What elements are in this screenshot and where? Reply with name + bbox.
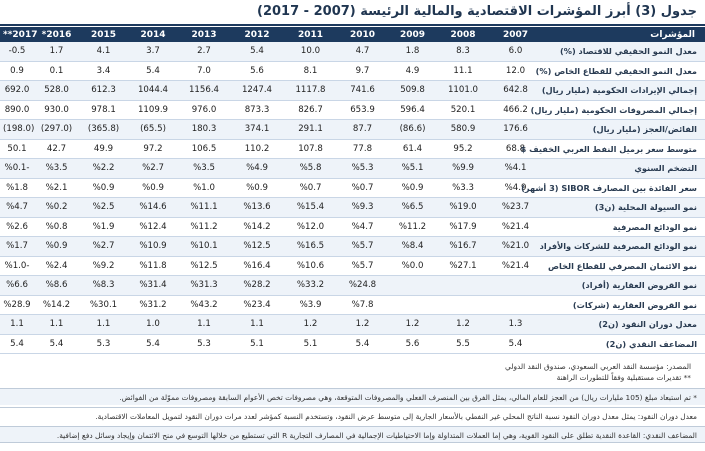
table-cell: 741.6	[337, 81, 388, 101]
source-block	[505, 361, 691, 383]
indicator-label: نمو السيولة المحلية (ن3)	[542, 198, 705, 218]
indicator-label: الفائض/العجز (مليار ريال)	[542, 120, 705, 140]
table-cell	[388, 295, 437, 315]
footnote-velocity: معدل دوران النقود: يمثل معدل دوران النقود نسبة الناتج المحلي غير النفطي بالأسعار الجارية إلى متوسط عرض النقود، وتستخدم النسبة كمؤشر لعدد مرات دوران النقود لتمويل المعاملات الاقتصادية.	[0, 407, 705, 424]
table-cell: 1.1	[79, 315, 128, 335]
table-cell: %5.1	[388, 159, 437, 179]
table-cell: %0.9	[128, 178, 178, 198]
table-cell: 49.9	[79, 139, 128, 159]
table-cell: 1.3	[489, 315, 542, 335]
table-cell: 1.2	[284, 315, 337, 335]
table-cell: 1156.4	[178, 81, 230, 101]
table-cell: 5.3	[178, 334, 230, 354]
table-cell: %3.9	[284, 295, 337, 315]
table-row	[0, 120, 705, 140]
table-cell: (198.0)	[0, 120, 34, 140]
table-cell: %3.3	[437, 178, 489, 198]
table-cell: %16.5	[284, 237, 337, 257]
table-cell: 930.0	[34, 100, 79, 120]
table-cell: %9.9	[437, 159, 489, 179]
table-cell: %0.9	[34, 237, 79, 257]
year-header: 2013	[178, 27, 230, 42]
table-cell: %0.8	[34, 217, 79, 237]
table-cell: 107.8	[284, 139, 337, 159]
indicator-label: إجمالي المصروفات الحكومية (مليار ريال)	[542, 100, 705, 120]
table-cell: 520.1	[437, 100, 489, 120]
table-cell: %11.2	[178, 217, 230, 237]
table-cell: %1.7	[0, 237, 34, 257]
table-cell: 5.6	[230, 61, 284, 81]
table-cell: 1.8	[388, 42, 437, 61]
indicator-label: التضخم السنوي	[542, 159, 705, 179]
table-row	[0, 276, 705, 296]
table-cell: 5.6	[388, 334, 437, 354]
table-cell: %31.4	[128, 276, 178, 296]
year-header: *2016	[34, 27, 79, 42]
table-cell: %8.4	[388, 237, 437, 257]
indicator-label: معدل النمو الحقيقي للاقتصاد (%)	[542, 42, 705, 61]
table-cell: 4.9	[388, 61, 437, 81]
table-cell: 8.1	[284, 61, 337, 81]
table-cell: %17.9	[437, 217, 489, 237]
table-cell: 4.7	[337, 42, 388, 61]
indicator-label: إجمالي الإيرادات الحكومية (مليار ريال)	[542, 81, 705, 101]
table-cell: 528.0	[34, 81, 79, 101]
table-cell: 7.0	[178, 61, 230, 81]
table-cell: %8.6	[34, 276, 79, 296]
table-cell: 6.0	[489, 42, 542, 61]
table-cell: %43.2	[178, 295, 230, 315]
table-cell: 87.7	[337, 120, 388, 140]
table-cell: %1.9	[79, 217, 128, 237]
table-cell: -0.5	[0, 42, 34, 61]
table-cell: %16.4	[230, 256, 284, 276]
table-cell: %12.5	[178, 256, 230, 276]
table-cell: 1247.4	[230, 81, 284, 101]
year-header: 2014	[128, 27, 178, 42]
table-cell: %10.1	[178, 237, 230, 257]
year-header: 2010	[337, 27, 388, 42]
table-cell: %5.3	[337, 159, 388, 179]
table-cell: 1.2	[388, 315, 437, 335]
table-cell: 976.0	[178, 100, 230, 120]
table-cell: 1101.0	[437, 81, 489, 101]
table-cell: 97.2	[128, 139, 178, 159]
table-cell: (65.5)	[128, 120, 178, 140]
table-row	[0, 217, 705, 237]
table-cell: 5.4	[489, 334, 542, 354]
table-cell: 5.4	[128, 61, 178, 81]
table-row	[0, 237, 705, 257]
table-cell: 873.3	[230, 100, 284, 120]
table-cell: %33.2	[284, 276, 337, 296]
year-header: 2009	[388, 27, 437, 42]
table-row	[0, 61, 705, 81]
table-cell: %0.2	[34, 198, 79, 218]
table-cell: (365.8)	[79, 120, 128, 140]
indicator-label: نمو القروض العقارية (شركات)	[542, 295, 705, 315]
table-cell: 1.2	[437, 315, 489, 335]
table-cell: 5.3	[79, 334, 128, 354]
table-cell: %2.2	[79, 159, 128, 179]
table-row	[0, 198, 705, 218]
table-cell: 50.1	[0, 139, 34, 159]
table-cell: 5.5	[437, 334, 489, 354]
table-cell: %14.6	[128, 198, 178, 218]
table-cell: 612.3	[79, 81, 128, 101]
table-cell: %0.9	[230, 178, 284, 198]
table-cell: 4.1	[79, 42, 128, 61]
table-cell: %30.1	[79, 295, 128, 315]
table-cell: %0.7	[284, 178, 337, 198]
table-cell: 3.7	[128, 42, 178, 61]
table-cell: 77.8	[337, 139, 388, 159]
table-cell: 0.9	[0, 61, 34, 81]
estimate-note: ** تقديرات مستقبلية وفقاً للتطورات الراهنة	[556, 373, 691, 382]
table-cell: %11.1	[178, 198, 230, 218]
table-cell: %27.1	[437, 256, 489, 276]
indicator-label: المضاعف النقدي (ن2)	[542, 334, 705, 354]
table-cell: 5.4	[337, 334, 388, 354]
indicator-label: نمو القروض العقارية (أفراد)	[542, 276, 705, 296]
table-cell: %13.6	[230, 198, 284, 218]
table-cell: %16.7	[437, 237, 489, 257]
table-cell: %5.8	[284, 159, 337, 179]
table-cell: 692.0	[0, 81, 34, 101]
table-row	[0, 256, 705, 276]
table-cell: %14.2	[34, 295, 79, 315]
table-cell: %14.2	[230, 217, 284, 237]
table-cell: %21.4	[489, 217, 542, 237]
table-cell: %19.0	[437, 198, 489, 218]
table-cell: %12.5	[230, 237, 284, 257]
table-cell: 1044.4	[128, 81, 178, 101]
year-header: 2012	[230, 27, 284, 42]
indicator-label: معدل دوران النقود (ن2)	[542, 315, 705, 335]
title-divider	[0, 24, 705, 26]
year-header: 2007	[489, 27, 542, 42]
table-row	[0, 100, 705, 120]
table-cell: %5.7	[337, 256, 388, 276]
table-cell: %5.7	[337, 237, 388, 257]
table-cell: 42.7	[34, 139, 79, 159]
table-cell: %0.0	[388, 256, 437, 276]
table-cell: 1109.9	[128, 100, 178, 120]
year-header: **2017	[0, 27, 34, 42]
table-cell: %28.2	[230, 276, 284, 296]
footnote-multiplier: المضاعف النقدي: القاعدة النقدية تطلق على النقود القوية، وهي إما العملات المتداولة وإما الاحتياطيات الإجمالية في المصارف التجارية R التي تستطيع من خلالها التوسع في منح الائتمان وإيجاد وسائل دفع إضافية.	[0, 426, 705, 443]
table-cell: %9.2	[79, 256, 128, 276]
table-cell: %2.6	[0, 217, 34, 237]
table-cell: 1.1	[230, 315, 284, 335]
table-cell: %12.4	[128, 217, 178, 237]
table-row	[0, 42, 705, 61]
table-cell: %0.9	[79, 178, 128, 198]
table-row	[0, 334, 705, 354]
table-cell: 176.6	[489, 120, 542, 140]
year-header: 2015	[79, 27, 128, 42]
table-cell: 2.7	[178, 42, 230, 61]
table-cell: 5.1	[230, 334, 284, 354]
table-cell	[437, 276, 489, 296]
indicators-table	[0, 27, 705, 354]
table-cell: 1.1	[34, 315, 79, 335]
table-cell: %7.8	[337, 295, 388, 315]
table-cell: %24.8	[337, 276, 388, 296]
indicator-label: نمو الودائع المصرفية	[542, 217, 705, 237]
table-cell: %28.9	[0, 295, 34, 315]
table-row	[0, 178, 705, 198]
table-cell: %2.7	[79, 237, 128, 257]
year-header: 2011	[284, 27, 337, 42]
table-cell: 1.0	[128, 315, 178, 335]
table-cell: 596.4	[388, 100, 437, 120]
table-cell: (86.6)	[388, 120, 437, 140]
table-cell: 580.9	[437, 120, 489, 140]
table-cell: 1.2	[337, 315, 388, 335]
table-cell: 374.1	[230, 120, 284, 140]
table-cell: %4.9	[230, 159, 284, 179]
table-cell: %11.8	[128, 256, 178, 276]
table-cell: 95.2	[437, 139, 489, 159]
table-cell: 642.8	[489, 81, 542, 101]
table-cell: 466.2	[489, 100, 542, 120]
table-cell: %31.2	[128, 295, 178, 315]
table-cell: 653.9	[337, 100, 388, 120]
table-cell: 5.4	[128, 334, 178, 354]
table-cell: 0.1	[34, 61, 79, 81]
table-cell: %1.8	[0, 178, 34, 198]
table-cell: 9.7	[337, 61, 388, 81]
table-cell: 826.7	[284, 100, 337, 120]
indicator-label: نمو الودائع المصرفية للشركات والأفراد	[542, 237, 705, 257]
table-cell: 1.1	[0, 315, 34, 335]
year-header: 2008	[437, 27, 489, 42]
table-body	[0, 42, 705, 354]
source-line: المصدر: مؤسسة النقد العربي السعودي، صندوق النقد الدولي	[505, 362, 691, 371]
table-cell: %4.7	[337, 217, 388, 237]
table-cell: 1.7	[34, 42, 79, 61]
table-cell: %21.4	[489, 256, 542, 276]
table-cell: 890.0	[0, 100, 34, 120]
table-cell: 12.0	[489, 61, 542, 81]
table-row	[0, 315, 705, 335]
table-cell: %12.0	[284, 217, 337, 237]
table-cell: 5.1	[284, 334, 337, 354]
indicator-label: نمو الائتمان المصرفي للقطاع الخاص	[542, 256, 705, 276]
table-cell: %21.0	[489, 237, 542, 257]
table-cell: %2.5	[79, 198, 128, 218]
indicator-header: المؤشرات	[542, 27, 705, 42]
table-cell: %0.9	[388, 178, 437, 198]
table-cell: 5.4	[34, 334, 79, 354]
table-cell: 10.0	[284, 42, 337, 61]
indicator-label: معدل النمو الحقيقي للقطاع الخاص (%)	[542, 61, 705, 81]
table-cell: 11.1	[437, 61, 489, 81]
table-cell: 3.4	[79, 61, 128, 81]
table-header-row	[0, 27, 705, 42]
table-cell: (297.0)	[34, 120, 79, 140]
table-cell: 180.3	[178, 120, 230, 140]
table-cell: 68.8	[489, 139, 542, 159]
table-cell: %4.7	[0, 198, 34, 218]
table-cell: %4.9	[489, 178, 542, 198]
table-cell: 61.4	[388, 139, 437, 159]
table-cell: %1.0-	[0, 256, 34, 276]
table-cell: %10.9	[128, 237, 178, 257]
table-cell: %23.4	[230, 295, 284, 315]
table-cell: 291.1	[284, 120, 337, 140]
table-cell: 509.8	[388, 81, 437, 101]
table-row	[0, 295, 705, 315]
table-cell: %1.0	[178, 178, 230, 198]
footnote-deficit: * تم استبعاد مبلغ (105 مليارات ريال) من العجز للعام المالي، يمثل الفرق بين المنصرف الفعلي والمصروفات المتوقعة، وهي مصروفات تخص الأعوام السابقة ومصروفات مموّلة من الفوائض.	[0, 388, 705, 405]
table-cell: 1117.8	[284, 81, 337, 101]
table-cell: 978.1	[79, 100, 128, 120]
indicator-label: سعر الفائدة بين المصارف SIBOR (3 أشهر)	[542, 178, 705, 198]
table-cell: %2.4	[34, 256, 79, 276]
table-cell: %2.7	[128, 159, 178, 179]
indicator-label: متوسط سعر برميل النفط العربي الخفيف $	[542, 139, 705, 159]
table-cell: %8.3	[79, 276, 128, 296]
table-cell: %11.2	[388, 217, 437, 237]
table-cell: %10.6	[284, 256, 337, 276]
table-cell: %23.7	[489, 198, 542, 218]
table-cell	[489, 295, 542, 315]
table-cell: %0.1-	[0, 159, 34, 179]
table-cell: %3.5	[178, 159, 230, 179]
table-cell: 5.4	[230, 42, 284, 61]
table-row	[0, 81, 705, 101]
table-cell: 1.1	[178, 315, 230, 335]
table-cell: %3.5	[34, 159, 79, 179]
table-cell: %2.1	[34, 178, 79, 198]
table-cell: %31.3	[178, 276, 230, 296]
table-row	[0, 139, 705, 159]
table-cell: %9.3	[337, 198, 388, 218]
table-cell: 110.2	[230, 139, 284, 159]
table-cell: %15.4	[284, 198, 337, 218]
table-cell	[489, 276, 542, 296]
table-cell	[437, 295, 489, 315]
page-title: جدول (3) أبرز المؤشرات الاقتصادية والمالية الرئيسة (2007 - 2017)	[257, 4, 697, 19]
table-cell: 8.3	[437, 42, 489, 61]
table-cell: %6.6	[0, 276, 34, 296]
table-cell: %4.1	[489, 159, 542, 179]
table-cell: 106.5	[178, 139, 230, 159]
table-cell: %6.5	[388, 198, 437, 218]
table-cell: %0.7	[337, 178, 388, 198]
table-cell	[388, 276, 437, 296]
table-cell: 5.4	[0, 334, 34, 354]
table-row	[0, 159, 705, 179]
